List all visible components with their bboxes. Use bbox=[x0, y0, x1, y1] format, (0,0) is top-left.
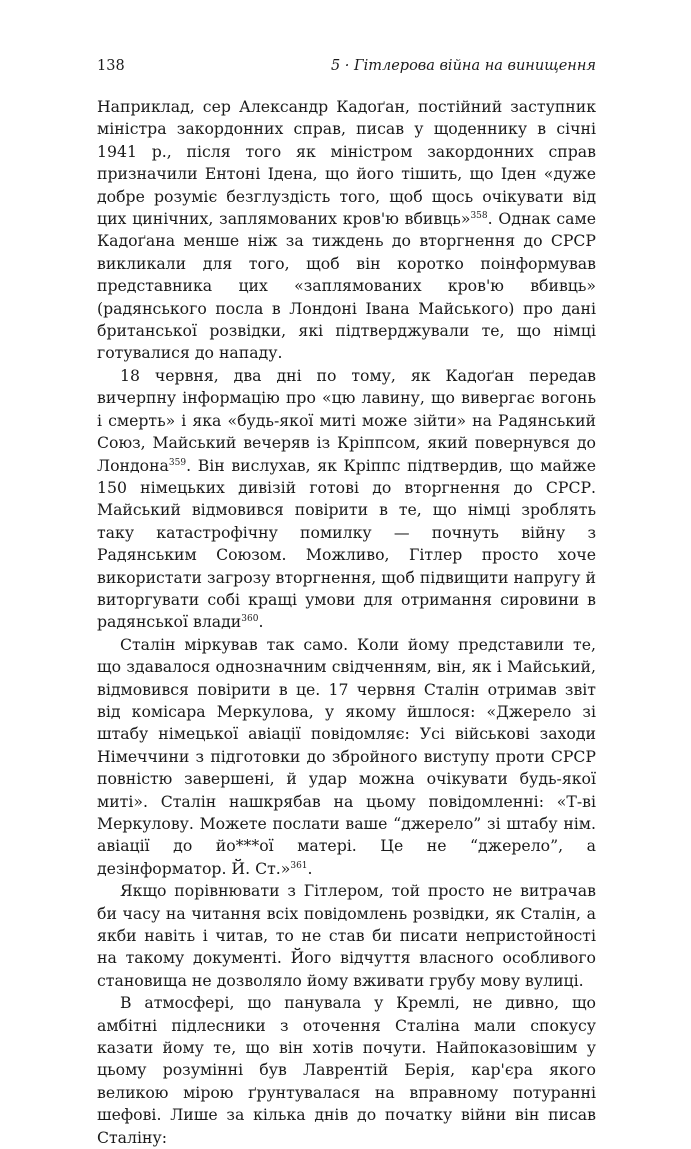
paragraph-1 bbox=[97, 96, 596, 365]
paragraph-3 bbox=[97, 634, 596, 880]
running-title: 5 · Гітлерова війна на винищення bbox=[330, 58, 596, 74]
footnote-ref-361[interactable]: 361 bbox=[290, 860, 308, 871]
paragraph-2 bbox=[97, 365, 596, 634]
paragraph-text: Наприклад, сер Александр Кадоґан, постійний заступник міністра закордонних справ, писав у щоденнику в січні 1941 р., після того як міністром закордонних справ призначили Ентоні Ідена, що його тішить, що Іден «дуже добре розуміє безглуздість того, щоб щось очікувати від цих цинічних, заплямованих кров'ю вбивць» bbox=[97, 97, 596, 229]
footnote-ref-360[interactable]: 360 bbox=[241, 614, 259, 625]
paragraph-text: . Однак саме Кадоґана менше ніж за тиждень до вторгнення до СРСР викликали для того, щоб він коротко поінформував представника цих «заплямованих кров'ю вбивць» (радянського посла в Лондоні Івана Майського) про дані британської розвідки, які підтверджували те, що німці готувалися до нападу. bbox=[97, 209, 596, 363]
paragraph-text: Якщо порівнювати з Гітлером, той просто не витрачав би часу на читання всіх повідомлень розвідки, як Сталін, а якби навіть і читав, то не став би писати непристойності на такому документі. Його відчуття власного особливого становища не дозволяло йому вживати грубу мову вулиці. bbox=[97, 881, 596, 990]
footnote-ref-358[interactable]: 358 bbox=[470, 210, 488, 221]
footnote-ref-359[interactable]: 359 bbox=[168, 457, 187, 468]
paragraph-text: . bbox=[258, 612, 264, 632]
body-text bbox=[97, 96, 596, 1149]
paragraph-text: 18 червня, два дні по тому, як Кадоґан передав вичерпну інформацію про «цю лавину, що вивергає вогонь і смерть» і яка «будь-якої миті може зійти» на Радянський Союз, Майський вечеряв із Кріппсом, який повернувся до Лондона bbox=[97, 365, 596, 475]
paragraph-text: В атмосфері, що панувала у Кремлі, не дивно, що амбітні підлесники з оточення Сталіна мали спокусу казати йому те, що він хотів почути. Найпоказовішим у цьому розумінні був Лаврентій Берія, кар'єра якого великою мірою ґрунтувалася на вправному потуранні шефові. Лише за кілька днів до початку війни він писав Сталіну: bbox=[97, 993, 596, 1147]
page-number: 138 bbox=[97, 58, 125, 74]
paragraph-4 bbox=[97, 880, 596, 992]
paragraph-text: . Він вислухав, як Кріппс підтвердив, що майже 150 німецьких дивізій готові до вторгнення до СРСР. Майський відмовився повірити в те, що німці зроблять таку катастрофічну помилку — почнуть війну з Радянським Союзом. Можливо, Гітлер просто хоче використати загрозу вторгнення, щоб підвищити напругу й виторгувати собі кращі умови для отримання сировини в радянської влади bbox=[97, 455, 596, 632]
running-header bbox=[97, 58, 596, 74]
paragraph-text: . bbox=[307, 858, 313, 878]
paragraph-5 bbox=[97, 992, 596, 1149]
paragraph-text: Сталін міркував так само. Коли йому представили те, що здавалося однозначним свідченням, він, як і Майський, відмовився повірити в це. 17 червня Сталін отримав звіт від комісара Меркулова, у якому йшлося: «Джерело зі штабу німецької авіації повідомляє: Усі військові заходи Німеччини з підготовки до збройного виступу проти СРСР повністю завершені, й удар можна очікувати будь-якої миті». Сталін нашкрябав на цьому повідомленні: «Т-ві Меркулову. Можете послати ваше “джерело” зі штабу нім. авіації до йо***ої матері. Це не “джерело”, а дезінформатор. Й. Ст.» bbox=[97, 634, 596, 878]
